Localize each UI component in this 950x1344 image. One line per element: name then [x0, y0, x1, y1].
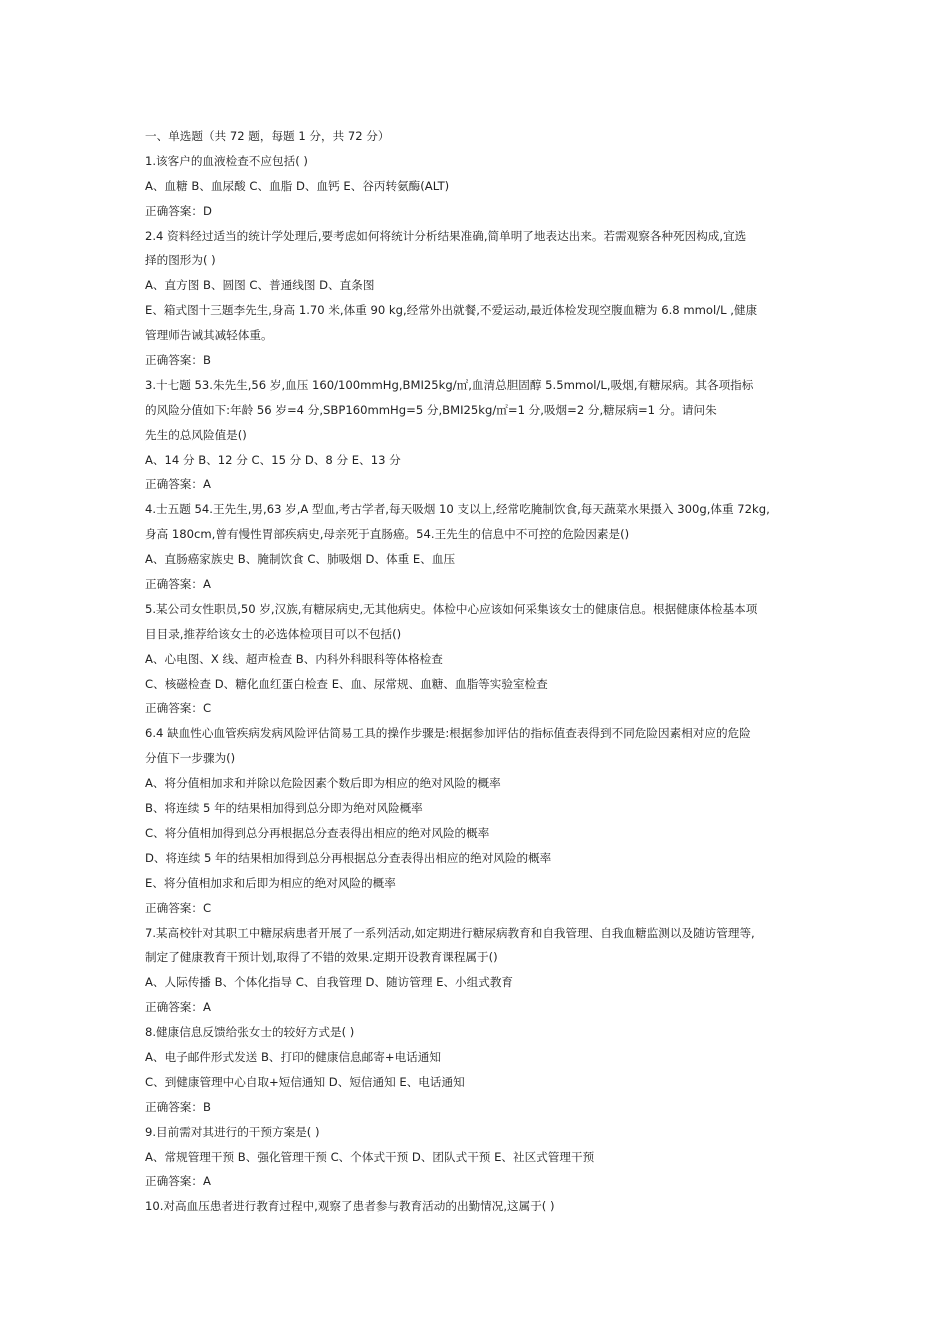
- question-3-text-cont: 先生的总风险值是(): [145, 427, 247, 442]
- question-4-text: 4.士五题 54.王先生,男,63 岁,A 型血,考古学者,每天吸烟 10 支以上,经常吃腌制饮食,每天蔬菜水果摄入 300g,体重 72kg,: [145, 502, 770, 517]
- question-4-options: A、直肠癌家族史 B、腌制饮食 C、肺吸烟 D、体重 E、血压: [145, 552, 456, 567]
- question-8-answer: 正确答案：B: [145, 1099, 211, 1114]
- question-8-text: 8.健康信息反馈给张女士的较好方式是( ): [145, 1025, 355, 1040]
- question-7-text-cont: 制定了健康教育干预计划,取得了不错的效果.定期开设教育课程属于(): [145, 950, 498, 965]
- question-7-answer: 正确答案：A: [145, 1000, 211, 1015]
- question-5-answer: 正确答案：C: [145, 701, 212, 716]
- question-9-options: A、常规管理干预 B、强化管理干预 C、个体式干预 D、团队式干预 E、社区式管理干预: [145, 1149, 595, 1164]
- question-4-text-cont: 身高 180cm,曾有慢性胃部疾病史,母亲死于直肠癌。54.王先生的信息中不可控的危险因素是(): [145, 527, 630, 542]
- question-1-text: 1.该客户的血液检查不应包括( ): [145, 153, 308, 168]
- question-3-options: A、14 分 B、12 分 C、15 分 D、8 分 E、13 分: [145, 452, 401, 467]
- question-6-text: 6.4 缺血性心血管疾病发病风险评估简易工具的操作步骤是:根据参加评估的指标值查表得到不同危险因素相对应的危险: [145, 726, 751, 741]
- question-6-answer: 正确答案：C: [145, 900, 212, 915]
- question-3-text-cont: 的风险分值如下:年龄 56 岁=4 分,SBP160mmHg=5 分,BMI25kg/㎡=1 分,吸烟=2 分,糖尿病=1 分。请问朱: [145, 402, 717, 417]
- question-2-options: A、直方图 B、圆图 C、普通线图 D、直条图: [145, 278, 375, 293]
- question-9-text: 9.目前需对其进行的干预方案是( ): [145, 1124, 320, 1139]
- question-6-option-d: D、将连续 5 年的结果相加得到总分再根据总分查表得出相应的绝对风险的概率: [145, 850, 552, 865]
- question-5-options-cont: C、核磁检查 D、糖化血红蛋白检查 E、血、尿常规、血糖、血脂等实验室检查: [145, 676, 548, 691]
- question-2-answer: 正确答案：B: [145, 353, 211, 368]
- question-8-options: A、电子邮件形式发送 B、打印的健康信息邮寄+电话通知: [145, 1049, 441, 1064]
- question-7-options: A、人际传播 B、个体化指导 C、自我管理 D、随访管理 E、小组式教育: [145, 975, 514, 990]
- question-6-option-c: C、将分值相加得到总分再根据总分查表得出相应的绝对风险的概率: [145, 825, 490, 840]
- question-8-options-cont: C、到健康管理中心自取+短信通知 D、短信通知 E、电话通知: [145, 1074, 465, 1089]
- document-body: [145, 124, 813, 1219]
- question-5-options: A、心电图、X 线、超声检查 B、内科外科眼科等体格检查: [145, 651, 443, 666]
- question-5-text-cont: 目目录,推荐给该女士的必选体检项目可以不包括(): [145, 626, 402, 641]
- question-3-answer: 正确答案：A: [145, 477, 211, 492]
- question-6-text-cont: 分值下一步骤为(): [145, 751, 236, 766]
- question-6-option-e: E、将分值相加求和后即为相应的绝对风险的概率: [145, 875, 396, 890]
- question-9-answer: 正确答案：A: [145, 1174, 211, 1189]
- question-2-text-cont: 择的图形为( ): [145, 253, 216, 268]
- question-1-options: A、血糖 B、血尿酸 C、血脂 D、血钙 E、谷丙转氨酶(ALT): [145, 178, 450, 193]
- section-heading: 一、单选题（共 72 题，每题 1 分，共 72 分）: [145, 129, 390, 143]
- question-2-options-cont: 管理师告诫其减轻体重。: [145, 328, 273, 343]
- question-2-options-cont: E、箱式图十三题李先生,身高 1.70 米,体重 90 kg,经常外出就餐,不爱运动,最近体检发现空腹血糖为 6.8 mmol/L ,健康: [145, 303, 758, 318]
- question-10-text: 10.对高血压患者进行教育过程中,观察了患者参与教育活动的出勤情况,这属于( ): [145, 1199, 555, 1214]
- question-6-option-a: A、将分值相加求和并除以危险因素个数后即为相应的绝对风险的概率: [145, 776, 501, 791]
- question-1-answer: 正确答案：D: [145, 203, 212, 218]
- question-7-text: 7.某高校针对其职工中糖尿病患者开展了一系列活动,如定期进行糖尿病教育和自我管理、自我血糖监测以及随访管理等,: [145, 925, 755, 940]
- question-3-text: 3.十七题 53.朱先生,56 岁,血压 160/100mmHg,BMI25kg/㎡,血清总胆固醇 5.5mmol/L,吸烟,有糖尿病。其各项指标: [145, 377, 754, 392]
- question-2-text: 2.4 资料经过适当的统计学处理后,要考虑如何将统计分析结果准确,简单明了地表达出来。若需观察各种死因构成,宜选: [145, 228, 747, 243]
- question-5-text: 5.某公司女性职员,50 岁,汉族,有糖尿病史,无其他病史。体检中心应该如何采集该女士的健康信息。根据健康体检基本项: [145, 601, 758, 616]
- question-4-answer: 正确答案：A: [145, 577, 211, 592]
- question-6-option-b: B、将连续 5 年的结果相加得到总分即为绝对风险概率: [145, 801, 423, 816]
